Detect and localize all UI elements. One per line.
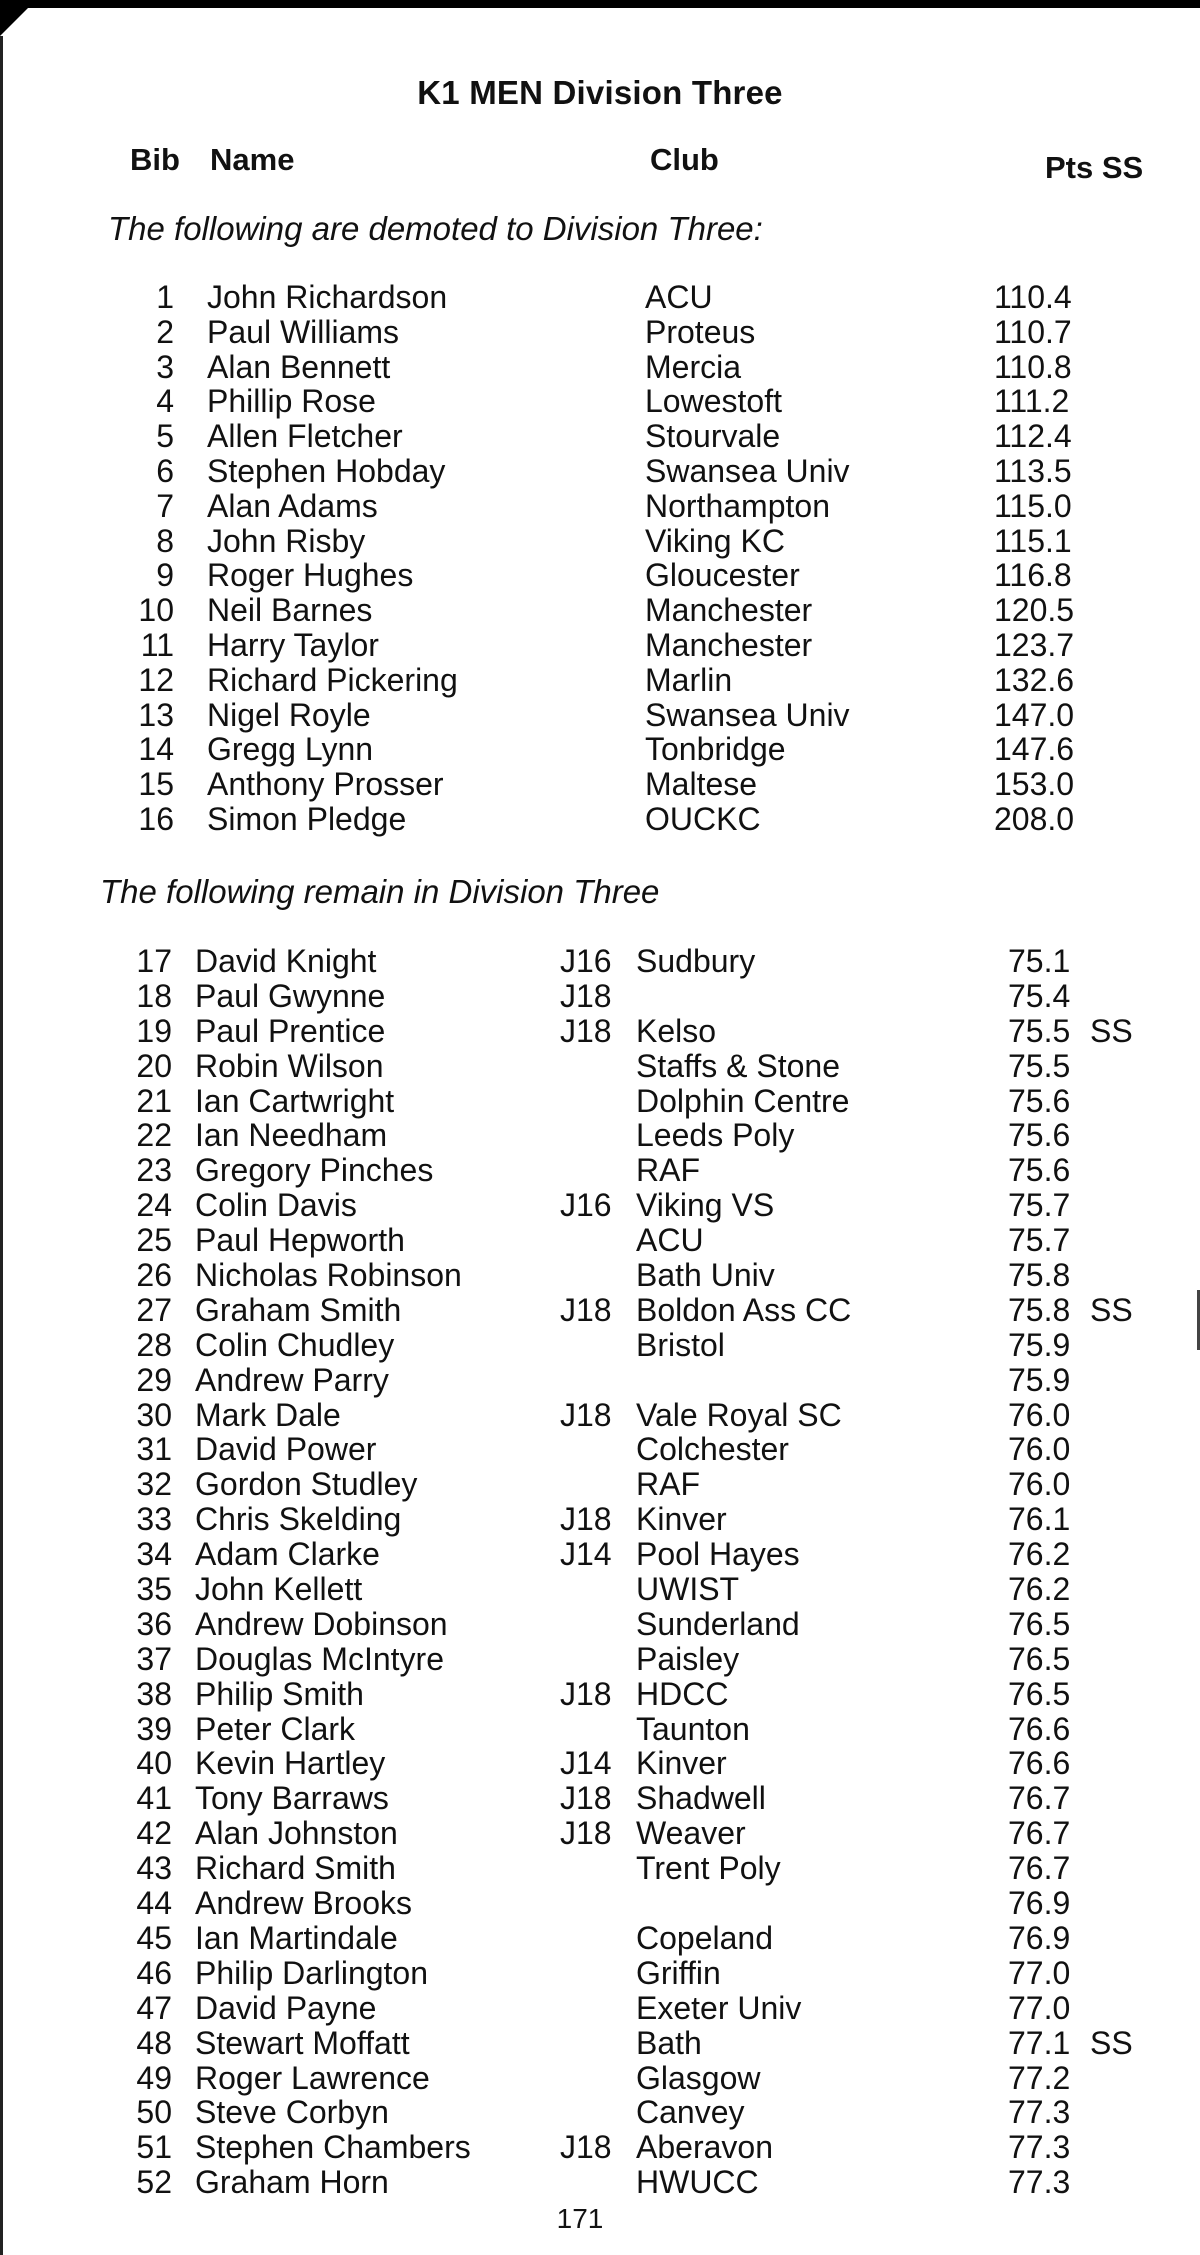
points-value: 110.8: [994, 348, 1072, 385]
table-row: [0, 2061, 1200, 2096]
table-row: [0, 1502, 1200, 1537]
table-row: [0, 1293, 1200, 1328]
junior-class: J16: [560, 943, 612, 979]
demoted-list: [0, 280, 1200, 837]
bib-number: 12: [138, 661, 174, 698]
table-row: [0, 454, 1200, 489]
competitor-name: Douglas McIntyre: [195, 1640, 444, 1677]
club-name: Bristol: [636, 1326, 725, 1363]
points-value: 76.2: [1008, 1571, 1071, 1608]
club-name: Bath Univ: [636, 1257, 775, 1294]
table-row: [0, 419, 1200, 454]
points-value: 147.0: [994, 696, 1075, 733]
competitor-name: Nigel Royle: [207, 696, 371, 733]
table-row: [0, 1607, 1200, 1642]
competitor-name: Anthony Prosser: [207, 766, 444, 803]
bib-number: 50: [136, 2094, 172, 2131]
bib-number: 46: [136, 1954, 172, 1991]
junior-class: J18: [560, 1012, 612, 1049]
points-value: 76.2: [1008, 1536, 1071, 1573]
bib-number: 18: [136, 977, 172, 1014]
club-name: Northampton: [645, 487, 830, 524]
competitor-name: Richard Pickering: [207, 661, 458, 698]
club-name: RAF: [636, 1152, 700, 1189]
club-name: Manchester: [645, 592, 813, 629]
table-row: [0, 1956, 1200, 1991]
club-name: Pool Hayes: [636, 1536, 800, 1573]
club-name: UWIST: [636, 1571, 740, 1608]
page-number: 171: [556, 2203, 604, 2234]
bib-number: 6: [156, 452, 174, 489]
competitor-name: Tony Barraws: [195, 1780, 389, 1817]
club-name: Glasgow: [636, 2059, 761, 2096]
competitor-name: Gordon Studley: [195, 1466, 418, 1503]
club-name: Kinver: [636, 1745, 727, 1782]
club-name: Boldon Ass CC: [636, 1291, 852, 1328]
table-row: [0, 698, 1200, 733]
points-value: 77.3: [1008, 2094, 1071, 2131]
club-name: Paisley: [636, 1640, 740, 1677]
competitor-name: Colin Chudley: [195, 1326, 395, 1363]
table-row: [0, 1816, 1200, 1851]
table-row: [0, 1084, 1200, 1119]
points-value: 75.8: [1008, 1257, 1071, 1294]
club-name: OUCKC: [645, 800, 761, 837]
table-row: [0, 1153, 1200, 1188]
junior-class: J18: [560, 1815, 612, 1852]
table-row: [0, 1223, 1200, 1258]
table-row: [0, 1642, 1200, 1677]
competitor-name: Allen Fletcher: [207, 418, 403, 455]
points-value: 132.6: [994, 661, 1075, 698]
club-name: Kinver: [636, 1501, 727, 1538]
points-value: 77.3: [1008, 2129, 1071, 2166]
bib-number: 17: [136, 943, 172, 979]
competitor-name: Paul Prentice: [195, 1012, 386, 1049]
bib-number: 34: [136, 1536, 172, 1573]
junior-class: J18: [560, 1291, 612, 1328]
points-value: 75.5: [1008, 1047, 1071, 1084]
bib-number: 44: [136, 1885, 172, 1922]
bib-number: 10: [138, 592, 174, 629]
header-bib: Bib: [130, 142, 180, 177]
table-row: [0, 2095, 1200, 2130]
table-row: [0, 1363, 1200, 1398]
club-name: Viking KC: [645, 522, 785, 559]
club-name: Kelso: [636, 1012, 717, 1049]
junior-class: J16: [560, 1187, 612, 1224]
competitor-name: John Richardson: [207, 279, 448, 315]
bib-number: 1: [156, 279, 174, 315]
bib-number: 45: [136, 1919, 172, 1956]
table-row: [0, 628, 1200, 663]
bib-number: 51: [136, 2129, 172, 2166]
table-row: [0, 1118, 1200, 1153]
junior-class: J14: [560, 1536, 612, 1573]
bib-number: 13: [138, 696, 174, 733]
points-value: 123.7: [994, 626, 1075, 663]
competitor-name: John Risby: [207, 522, 366, 559]
club-name: RAF: [636, 1466, 700, 1503]
header-club: Club: [650, 142, 719, 177]
table-row: [0, 2130, 1200, 2165]
points-value: 75.6: [1008, 1082, 1071, 1119]
competitor-name: Robin Wilson: [195, 1047, 384, 1084]
points-value: 76.7: [1008, 1815, 1071, 1852]
competitor-name: Mark Dale: [195, 1396, 341, 1433]
bib-number: 33: [136, 1501, 172, 1538]
competitor-name: Neil Barnes: [207, 592, 373, 629]
club-name: Staffs & Stone: [636, 1047, 840, 1084]
club-name: Mercia: [645, 348, 742, 385]
table-row: [0, 1188, 1200, 1223]
bib-number: 20: [136, 1047, 172, 1084]
club-name: Bath: [636, 2024, 702, 2061]
points-value: 147.6: [994, 731, 1075, 768]
page-title: K1 MEN Division Three: [417, 74, 783, 111]
table-row: [0, 802, 1200, 837]
points-value: 75.9: [1008, 1361, 1071, 1398]
club-name: Exeter Univ: [636, 1989, 802, 2026]
competitor-name: Paul Williams: [207, 313, 400, 350]
bib-number: 40: [136, 1745, 172, 1782]
competitor-name: Andrew Parry: [195, 1361, 389, 1398]
club-name: Shadwell: [636, 1780, 766, 1817]
junior-class: J18: [560, 977, 612, 1014]
section-remain-heading: The following remain in Division Three: [100, 873, 660, 910]
club-name: Lowestoft: [645, 383, 782, 420]
table-row: [0, 1677, 1200, 1712]
competitor-name: Stephen Hobday: [207, 452, 446, 489]
bib-number: 4: [156, 383, 174, 420]
competitor-name: Adam Clarke: [195, 1536, 380, 1573]
competitor-name: Chris Skelding: [195, 1501, 402, 1538]
table-row: [0, 1746, 1200, 1781]
table-row: [0, 489, 1200, 524]
table-row: [0, 1049, 1200, 1084]
points-value: 115.1: [994, 522, 1072, 559]
competitor-name: Paul Hepworth: [195, 1222, 405, 1259]
points-value: 77.0: [1008, 1954, 1071, 1991]
bib-number: 37: [136, 1640, 172, 1677]
junior-class: J14: [560, 1745, 612, 1782]
competitor-name: Andrew Brooks: [195, 1885, 412, 1922]
club-name: Gloucester: [645, 557, 800, 594]
points-value: 75.6: [1008, 1152, 1071, 1189]
points-value: 77.2: [1008, 2059, 1071, 2096]
table-row: [0, 1398, 1200, 1433]
points-value: 115.0: [994, 487, 1072, 524]
competitor-name: Alan Adams: [207, 487, 378, 524]
competitor-name: Gregory Pinches: [195, 1152, 434, 1189]
table-row: [0, 350, 1200, 385]
table-row: [0, 1712, 1200, 1747]
competitor-name: Paul Gwynne: [195, 977, 386, 1014]
bib-number: 7: [156, 487, 174, 524]
points-value: 75.7: [1008, 1187, 1071, 1224]
points-value: 76.5: [1008, 1605, 1071, 1642]
points-value: 75.4: [1008, 977, 1071, 1014]
competitor-name: Phillip Rose: [207, 383, 376, 420]
competitor-name: Peter Clark: [195, 1710, 356, 1747]
points-value: 75.5: [1008, 1012, 1071, 1049]
points-value: 75.9: [1008, 1326, 1071, 1363]
club-name: Tonbridge: [645, 731, 786, 768]
section-demoted-heading: The following are demoted to Division Three:: [108, 210, 763, 247]
points-value: 76.1: [1008, 1501, 1071, 1538]
table-row: [0, 1921, 1200, 1956]
bib-number: 23: [136, 1152, 172, 1189]
competitor-name: Richard Smith: [195, 1850, 396, 1887]
points-value: 112.4: [994, 418, 1072, 455]
points-value: 77.0: [1008, 1989, 1071, 2026]
club-name: Trent Poly: [636, 1850, 781, 1887]
competitor-name: Philip Smith: [195, 1675, 364, 1712]
competitor-name: Simon Pledge: [207, 800, 407, 837]
club-name: Canvey: [636, 2094, 745, 2131]
bib-number: 36: [136, 1605, 172, 1642]
table-row: [0, 1991, 1200, 2026]
competitor-name: Graham Smith: [195, 1291, 402, 1328]
table-row: [0, 2026, 1200, 2061]
table-row: [0, 732, 1200, 767]
bib-number: 38: [136, 1675, 172, 1712]
remain-list: [0, 944, 1200, 2200]
bib-number: 2: [156, 313, 174, 350]
club-name: Stourvale: [645, 418, 781, 455]
points-value: 76.0: [1008, 1396, 1071, 1433]
table-row: [0, 1781, 1200, 1816]
competitor-name: Steve Corbyn: [195, 2094, 389, 2131]
competitor-name: Stewart Moffatt: [195, 2024, 410, 2061]
table-row: [0, 1886, 1200, 1921]
bib-number: 24: [136, 1187, 172, 1224]
points-value: 77.1: [1008, 2024, 1071, 2061]
club-name: ACU: [645, 279, 713, 315]
bib-number: 35: [136, 1571, 172, 1608]
competitor-name: Ian Needham: [195, 1117, 388, 1154]
club-name: Copeland: [636, 1919, 773, 1956]
points-value: 76.5: [1008, 1675, 1071, 1712]
points-value: 75.7: [1008, 1222, 1071, 1259]
scan-corner-mark: [0, 0, 36, 36]
points-value: 76.6: [1008, 1710, 1071, 1747]
points-value: 208.0: [994, 800, 1075, 837]
club-name: Sunderland: [636, 1605, 800, 1642]
points-value: 76.0: [1008, 1466, 1071, 1503]
table-row: [0, 280, 1200, 315]
bib-number: 11: [140, 626, 174, 663]
bib-number: 48: [136, 2024, 172, 2061]
header-pts-ss: Pts SS: [1045, 150, 1144, 185]
points-value: 76.9: [1008, 1885, 1071, 1922]
table-row: [0, 524, 1200, 559]
ss-marker: SS: [1090, 1012, 1133, 1049]
club-name: Swansea Univ: [645, 696, 850, 733]
table-row: [0, 1537, 1200, 1572]
bib-number: 42: [136, 1815, 172, 1852]
table-row: [0, 558, 1200, 593]
junior-class: J18: [560, 2129, 612, 2166]
points-value: 116.8: [994, 557, 1072, 594]
competitor-name: Nicholas Robinson: [195, 1257, 462, 1294]
ss-marker: SS: [1090, 1291, 1133, 1328]
table-row: [0, 593, 1200, 628]
bib-number: 25: [136, 1222, 172, 1259]
competitor-name: Roger Lawrence: [195, 2059, 430, 2096]
club-name: HDCC: [636, 1675, 729, 1712]
bib-number: 19: [136, 1012, 172, 1049]
club-name: Sudbury: [636, 943, 756, 979]
club-name: Maltese: [645, 766, 758, 803]
table-row: [0, 384, 1200, 419]
competitor-name: Alan Johnston: [195, 1815, 398, 1852]
bib-number: 26: [136, 1257, 172, 1294]
table-row: [0, 1851, 1200, 1886]
table-row: [0, 2165, 1200, 2200]
table-row: [0, 663, 1200, 698]
table-row: [0, 944, 1200, 979]
competitor-name: Ian Martindale: [195, 1919, 398, 1956]
points-value: 110.7: [994, 313, 1072, 350]
junior-class: J18: [560, 1501, 612, 1538]
competitor-name: Graham Horn: [195, 2164, 389, 2201]
junior-class: J18: [560, 1675, 612, 1712]
bib-number: 49: [136, 2059, 172, 2096]
competitor-name: Gregg Lynn: [207, 731, 374, 768]
table-row: [0, 767, 1200, 802]
bib-number: 32: [136, 1466, 172, 1503]
competitor-name: Harry Taylor: [207, 626, 379, 663]
club-name: Leeds Poly: [636, 1117, 795, 1154]
bib-number: 15: [138, 766, 174, 803]
competitor-name: John Kellett: [195, 1571, 363, 1608]
competitor-name: David Payne: [195, 1989, 377, 2026]
bib-number: 21: [136, 1082, 172, 1119]
points-value: 76.7: [1008, 1850, 1071, 1887]
points-value: 76.9: [1008, 1919, 1071, 1956]
bib-number: 16: [138, 800, 174, 837]
club-name: HWUCC: [636, 2164, 759, 2201]
club-name: Weaver: [636, 1815, 746, 1852]
bib-number: 14: [138, 731, 174, 768]
points-value: 75.1: [1008, 943, 1071, 979]
header-name: Name: [210, 142, 295, 177]
table-row: [0, 1258, 1200, 1293]
bib-number: 8: [156, 522, 174, 559]
junior-class: J18: [560, 1396, 612, 1433]
club-name: Marlin: [645, 661, 733, 698]
points-value: 111.2: [994, 383, 1070, 420]
club-name: Viking VS: [636, 1187, 775, 1224]
club-name: Taunton: [636, 1710, 750, 1747]
ss-marker: SS: [1090, 2024, 1133, 2061]
club-name: Dolphin Centre: [636, 1082, 850, 1119]
bib-number: 22: [136, 1117, 172, 1154]
points-value: 76.0: [1008, 1431, 1071, 1468]
competitor-name: David Knight: [195, 943, 377, 979]
table-row: [0, 1328, 1200, 1363]
competitor-name: David Power: [195, 1431, 377, 1468]
points-value: 76.5: [1008, 1640, 1071, 1677]
table-row: [0, 315, 1200, 350]
club-name: Proteus: [645, 313, 756, 350]
club-name: Colchester: [636, 1431, 789, 1468]
bib-number: 5: [156, 418, 174, 455]
bib-number: 3: [156, 348, 174, 385]
bib-number: 52: [136, 2164, 172, 2201]
competitor-name: Kevin Hartley: [195, 1745, 386, 1782]
points-value: 75.8: [1008, 1291, 1071, 1328]
competitor-name: Philip Darlington: [195, 1954, 429, 1991]
table-row: [0, 1432, 1200, 1467]
points-value: 76.6: [1008, 1745, 1071, 1782]
table-row: [0, 1572, 1200, 1607]
bib-number: 30: [136, 1396, 172, 1433]
points-value: 153.0: [994, 766, 1075, 803]
table-row: [0, 1467, 1200, 1502]
scan-top-border: [0, 0, 1200, 8]
bib-number: 41: [136, 1780, 172, 1817]
bib-number: 31: [136, 1431, 172, 1468]
competitor-name: Ian Cartwright: [195, 1082, 395, 1119]
points-value: 113.5: [994, 452, 1072, 489]
club-name: Manchester: [645, 626, 813, 663]
table-row: [0, 979, 1200, 1014]
junior-class: J18: [560, 1780, 612, 1817]
competitor-name: Colin Davis: [195, 1187, 357, 1224]
points-value: 110.4: [994, 279, 1072, 315]
competitor-name: Stephen Chambers: [195, 2129, 471, 2166]
club-name: Griffin: [636, 1954, 721, 1991]
points-value: 120.5: [994, 592, 1075, 629]
competitor-name: Roger Hughes: [207, 557, 414, 594]
bib-number: 9: [156, 557, 174, 594]
club-name: Aberavon: [636, 2129, 773, 2166]
club-name: Vale Royal SC: [636, 1396, 842, 1433]
club-name: ACU: [636, 1222, 704, 1259]
bib-number: 29: [136, 1361, 172, 1398]
bib-number: 47: [136, 1989, 172, 2026]
table-row: [0, 1014, 1200, 1049]
bib-number: 43: [136, 1850, 172, 1887]
competitor-name: Alan Bennett: [207, 348, 391, 385]
club-name: Swansea Univ: [645, 452, 850, 489]
points-value: 76.7: [1008, 1780, 1071, 1817]
bib-number: 28: [136, 1326, 172, 1363]
bib-number: 27: [136, 1291, 172, 1328]
bib-number: 39: [136, 1710, 172, 1747]
points-value: 77.3: [1008, 2164, 1071, 2201]
competitor-name: Andrew Dobinson: [195, 1605, 448, 1642]
points-value: 75.6: [1008, 1117, 1071, 1154]
